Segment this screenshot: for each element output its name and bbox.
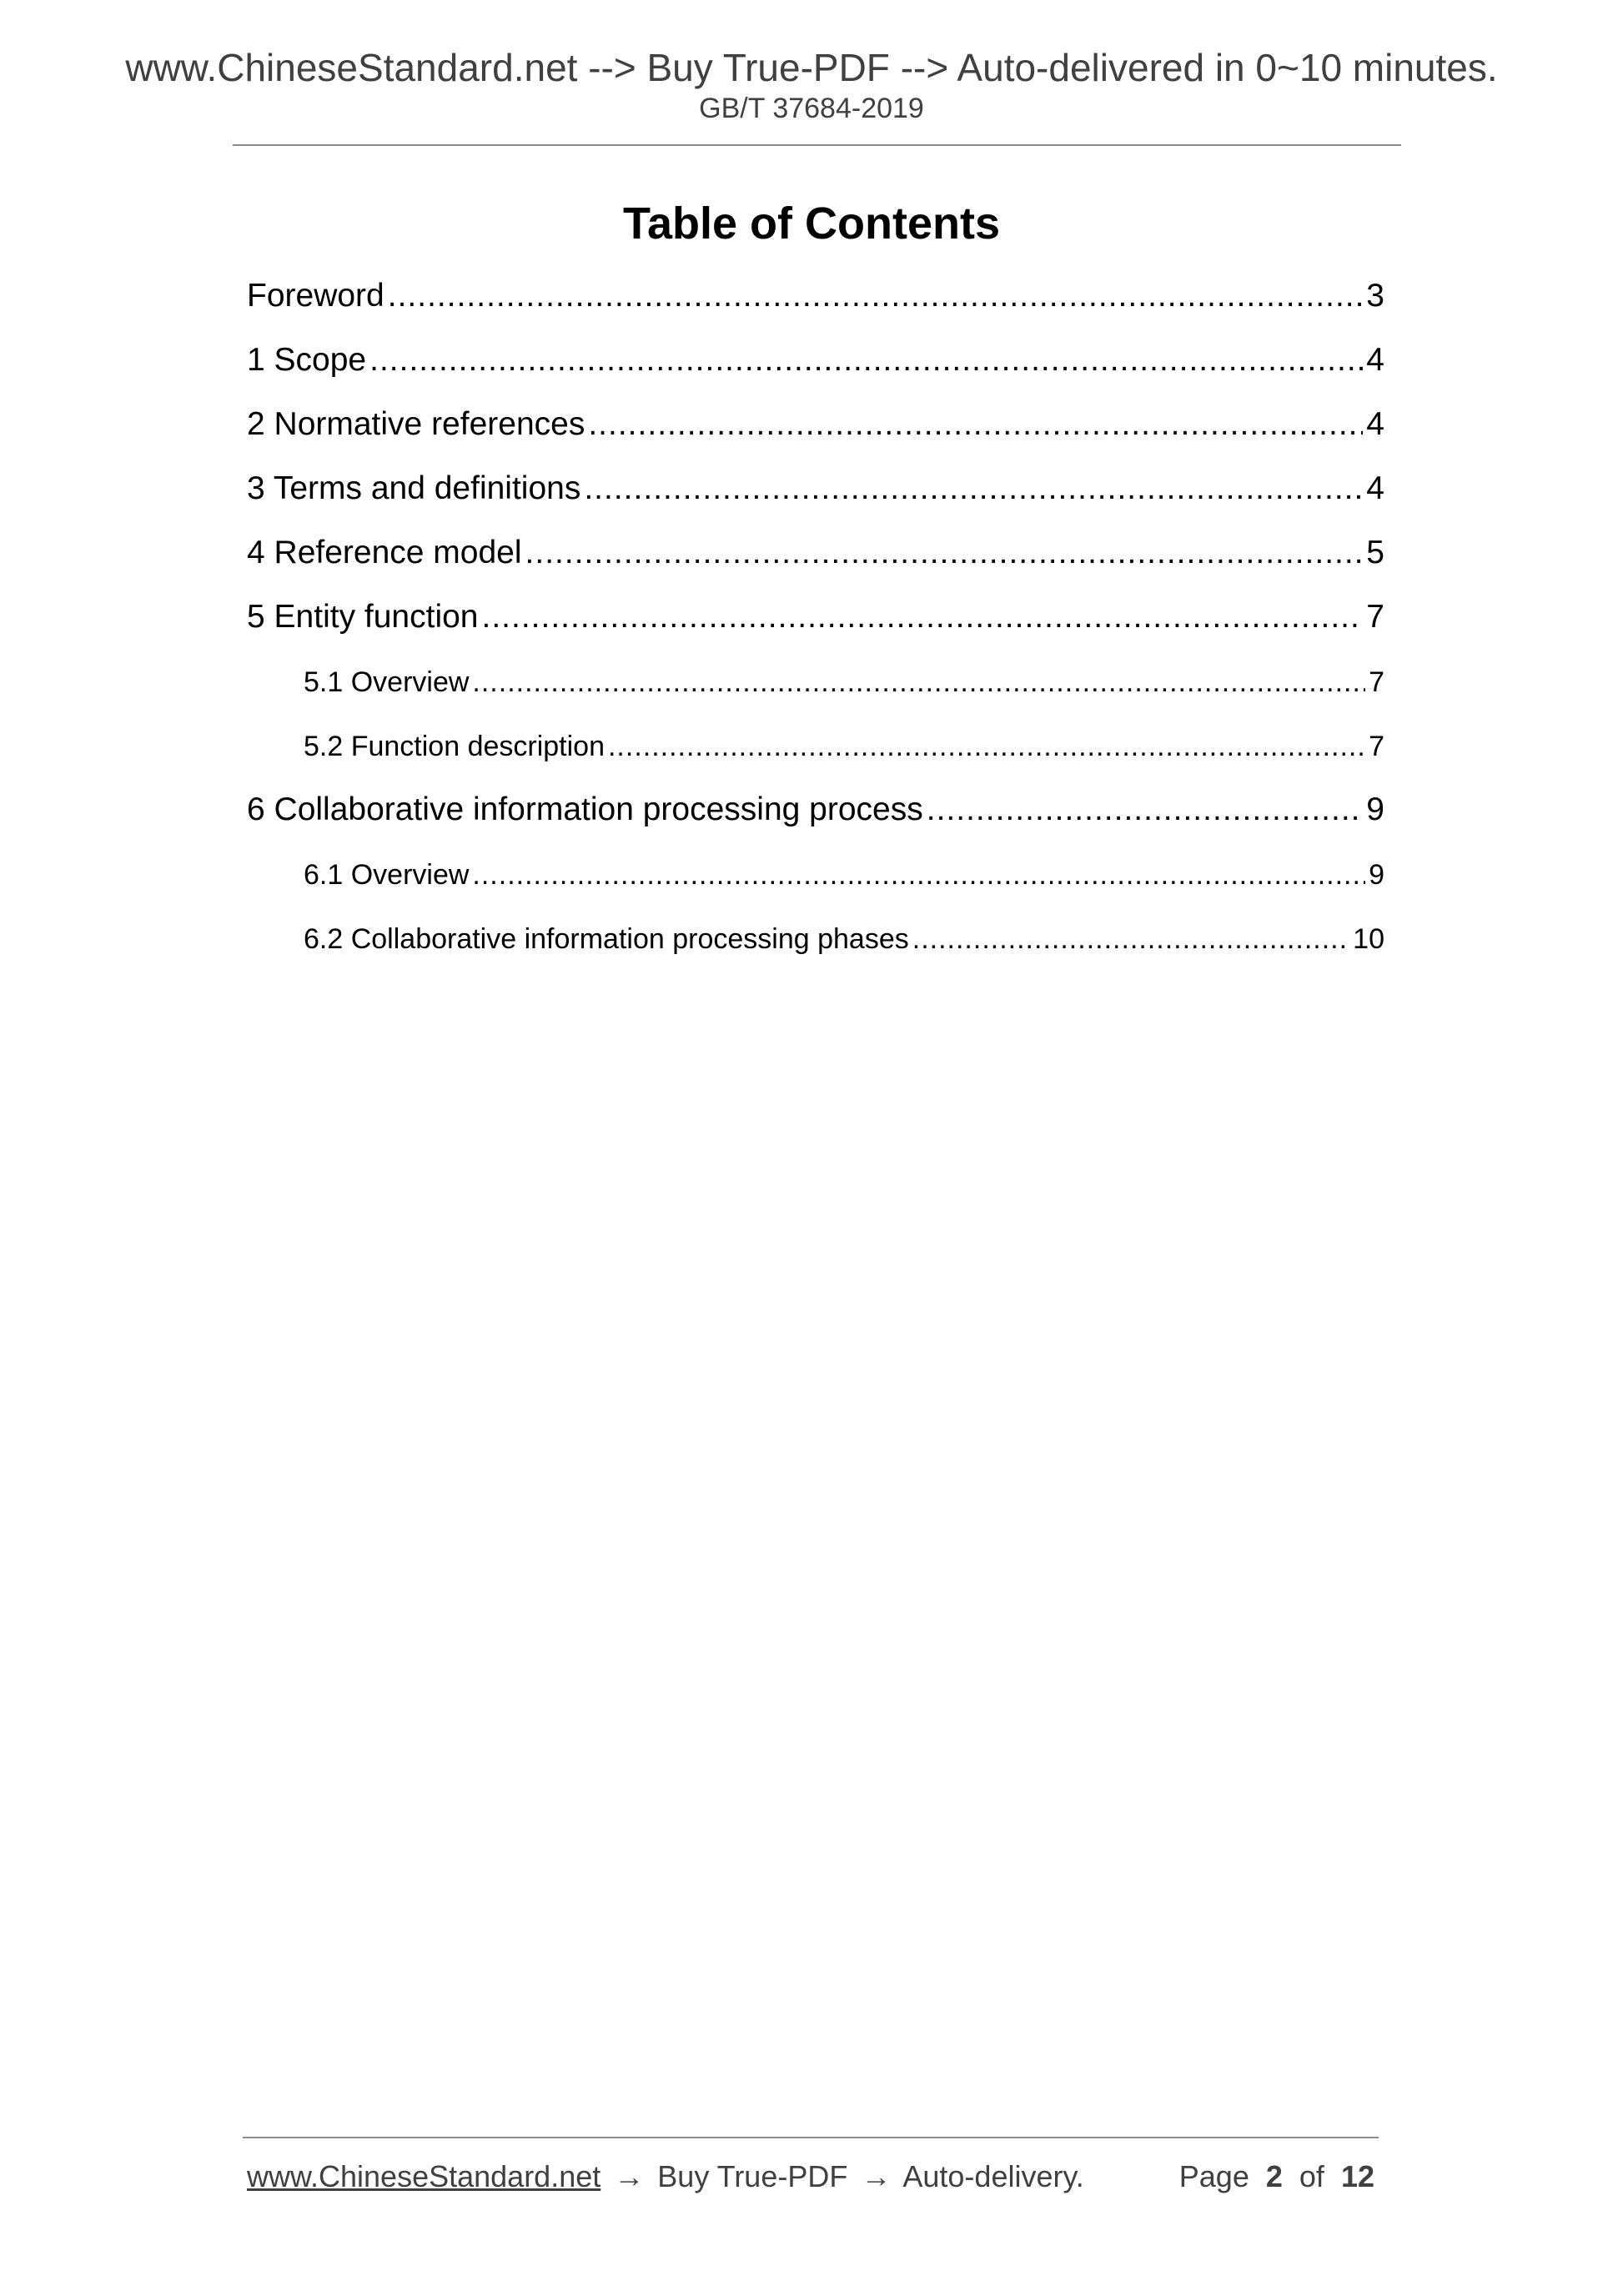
website-link[interactable]: www.ChineseStandard.net [247,2159,601,2193]
dot-leader [388,275,1364,317]
dot-leader [584,468,1363,510]
toc-entry-label: 2 Normative references [247,406,585,442]
toc-entry-page: 10 [1353,923,1384,955]
footer-divider [243,2137,1379,2138]
toc-entry-normative-references[interactable] [247,404,1384,445]
toc-title: Table of Contents [623,198,1000,249]
of-word: of [1299,2159,1324,2193]
footer-promo [247,2157,1084,2197]
toc-entry-label: 1 Scope [247,342,367,378]
toc-entry-page: 7 [1369,731,1384,762]
dot-leader [525,532,1364,574]
dot-leader [472,664,1365,701]
dot-leader [588,404,1363,445]
total-page-number: 12 [1340,2159,1374,2193]
standard-number: GB/T 37684-2019 [699,93,924,124]
toc-entry-page: 9 [1366,791,1384,827]
right-arrow-icon: → [614,2159,645,2193]
toc-entry-page: 4 [1366,342,1384,378]
dot-leader [482,596,1364,638]
toc-entry-page: 4 [1366,470,1384,506]
dot-leader [369,339,1363,381]
toc-entry-label: 5 Entity function [247,599,479,635]
auto-delivery-text: Auto-delivery. [902,2159,1084,2193]
toc-entry-label: Foreword [247,278,384,314]
page-indicator [1179,2157,1374,2197]
header-banner-text: www.ChineseStandard.net --> Buy True-PDF --> Auto-delivered in 0~10 minutes. [125,46,1498,89]
header-divider [233,144,1401,146]
buy-true-pdf-text: Buy True-PDF [657,2159,848,2193]
toc-entry-label: 5.1 Overview [304,666,470,698]
toc-entry-6-2-processing-phases[interactable] [304,921,1384,957]
toc-entry-scope[interactable] [247,339,1384,381]
toc-entry-page: 5 [1366,535,1384,570]
toc-entry-label: 3 Terms and definitions [247,470,581,506]
toc-entry-page: 7 [1366,599,1384,635]
toc-entry-page: 3 [1366,278,1384,314]
toc-entry-page: 9 [1369,859,1384,891]
current-page-number: 2 [1265,2159,1283,2193]
dot-leader [912,921,1349,957]
dot-leader [927,789,1364,831]
toc-entry-label: 4 Reference model [247,535,522,570]
toc-entry-6-1-overview[interactable] [304,857,1384,893]
toc-entry-5-1-overview[interactable] [304,664,1384,701]
toc-entry-label: 6.2 Collaborative information processing phases [304,923,909,955]
toc-entry-terms-and-definitions[interactable] [247,468,1384,510]
dot-leader [608,728,1365,765]
dot-leader [472,857,1365,893]
toc-entry-label: 5.2 Function description [304,731,605,762]
toc-entry-label: 6.1 Overview [304,859,470,891]
toc-entry-collaborative-process[interactable] [247,789,1384,831]
toc-entry-page: 4 [1366,406,1384,442]
toc-entry-5-2-function-description[interactable] [304,728,1384,765]
toc-entry-reference-model[interactable] [247,532,1384,574]
toc-entry-label: 6 Collaborative information processing process [247,791,923,827]
page-word: Page [1178,2159,1249,2193]
right-arrow-icon: → [861,2159,892,2193]
toc-entry-entity-function[interactable] [247,596,1384,638]
page-footer [247,2157,1379,2197]
toc-entry-foreword[interactable] [247,275,1384,317]
toc-entry-page: 7 [1369,666,1384,698]
